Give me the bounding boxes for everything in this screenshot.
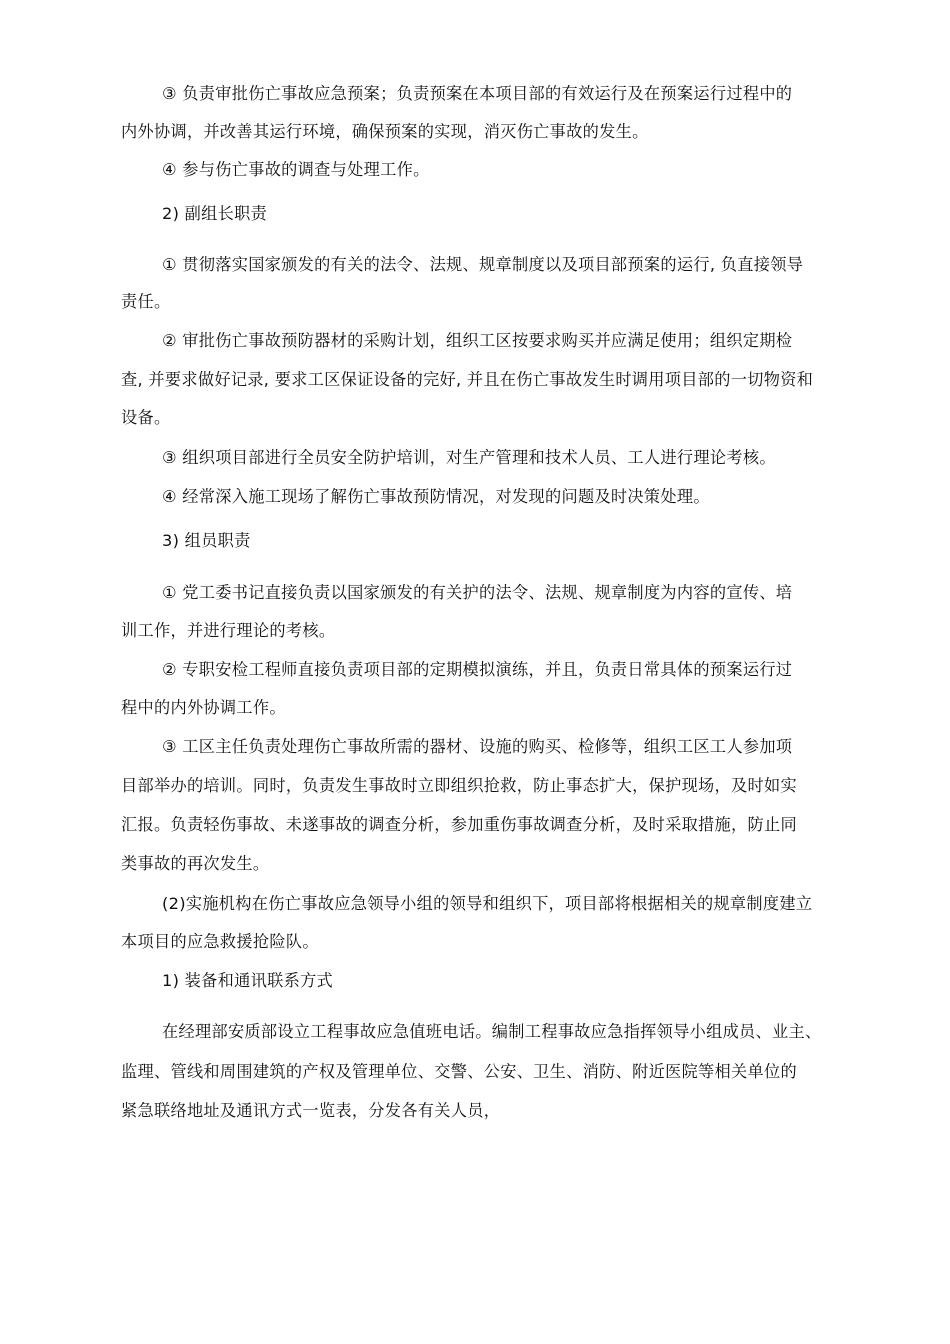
- paragraph-line: 本项目的应急救援抢险队。: [121, 932, 319, 951]
- paragraph-line: ③ 工区主任负责处理伤亡事故所需的器材、设施的购买、检修等，组织工区工人参加项: [162, 737, 793, 756]
- paragraph-line: ④ 经常深入施工现场了解伤亡事故预防情况，对发现的问题及时决策处理。: [162, 487, 710, 506]
- paragraph-line: ③ 组织项目部进行全员安全防护培训，对生产管理和技术人员、工人进行理论考核。: [162, 448, 776, 467]
- paragraph-line: 程中的内外协调工作。: [121, 698, 286, 717]
- paragraph-line: ③ 负责审批伤亡事故应急预案；负责预案在本项目部的有效运行及在预案运行过程中的: [162, 84, 793, 103]
- section-heading: 1) 装备和通讯联系方式: [162, 971, 334, 990]
- paragraph-line: 查, 并要求做好记录, 要求工区保证设备的完好, 并且在伤亡事故发生时调用项目部的一切物资和: [121, 370, 814, 389]
- paragraph-line: ① 党工委书记直接负责以国家颁发的有关护的法令、法规、规章制度为内容的宣传、培: [162, 583, 793, 602]
- paragraph-line: 紧急联络地址及通讯方式一览表，分发各有关人员，: [121, 1101, 501, 1120]
- paragraph-line: ④ 参与伤亡事故的调查与处理工作。: [162, 160, 430, 179]
- paragraph-line: 目部举办的培训。同时，负责发生事故时立即组织抢救，防止事态扩大，保护现场，及时如实: [121, 776, 797, 795]
- paragraph-line: 内外协调，并改善其运行环境，确保预案的实现，消灭伤亡事故的发生。: [121, 122, 649, 141]
- paragraph-line: 设备。: [121, 408, 171, 427]
- paragraph-line: 在经理部安质部设立工程事故应急值班电话。编制工程事故应急指挥领导小组成员、业主、: [162, 1022, 822, 1041]
- paragraph-line: 汇报。负责轻伤事故、未遂事故的调查分析，参加重伤事故调查分析，及时采取措施，防止同: [121, 815, 797, 834]
- paragraph-line: ② 审批伤亡事故预防器材的采购计划，组织工区按要求购买并应满足使用；组织定期检: [162, 331, 793, 350]
- paragraph-line: ① 贯彻落实国家颁发的有关的法令、法规、规章制度以及项目部预案的运行, 负直接领导: [162, 255, 804, 274]
- paragraph-line: 监理、管线和周围建筑的产权及管理单位、交警、公安、卫生、消防、附近医院等相关单位的: [121, 1062, 797, 1081]
- paragraph-line: 责任。: [121, 292, 171, 311]
- paragraph-line: 类事故的再次发生。: [121, 854, 270, 873]
- section-heading: 2) 副组长职责: [162, 204, 268, 223]
- paragraph-line: 训工作，并进行理论的考核。: [121, 621, 336, 640]
- paragraph-line: (2)实施机构在伤亡事故应急领导小组的领导和组织下，项目部将根据相关的规章制度建立: [162, 894, 813, 913]
- section-heading: 3) 组员职责: [162, 531, 251, 550]
- paragraph-line: ② 专职安检工程师直接负责项目部的定期模拟演练，并且，负责日常具体的预案运行过: [162, 660, 793, 679]
